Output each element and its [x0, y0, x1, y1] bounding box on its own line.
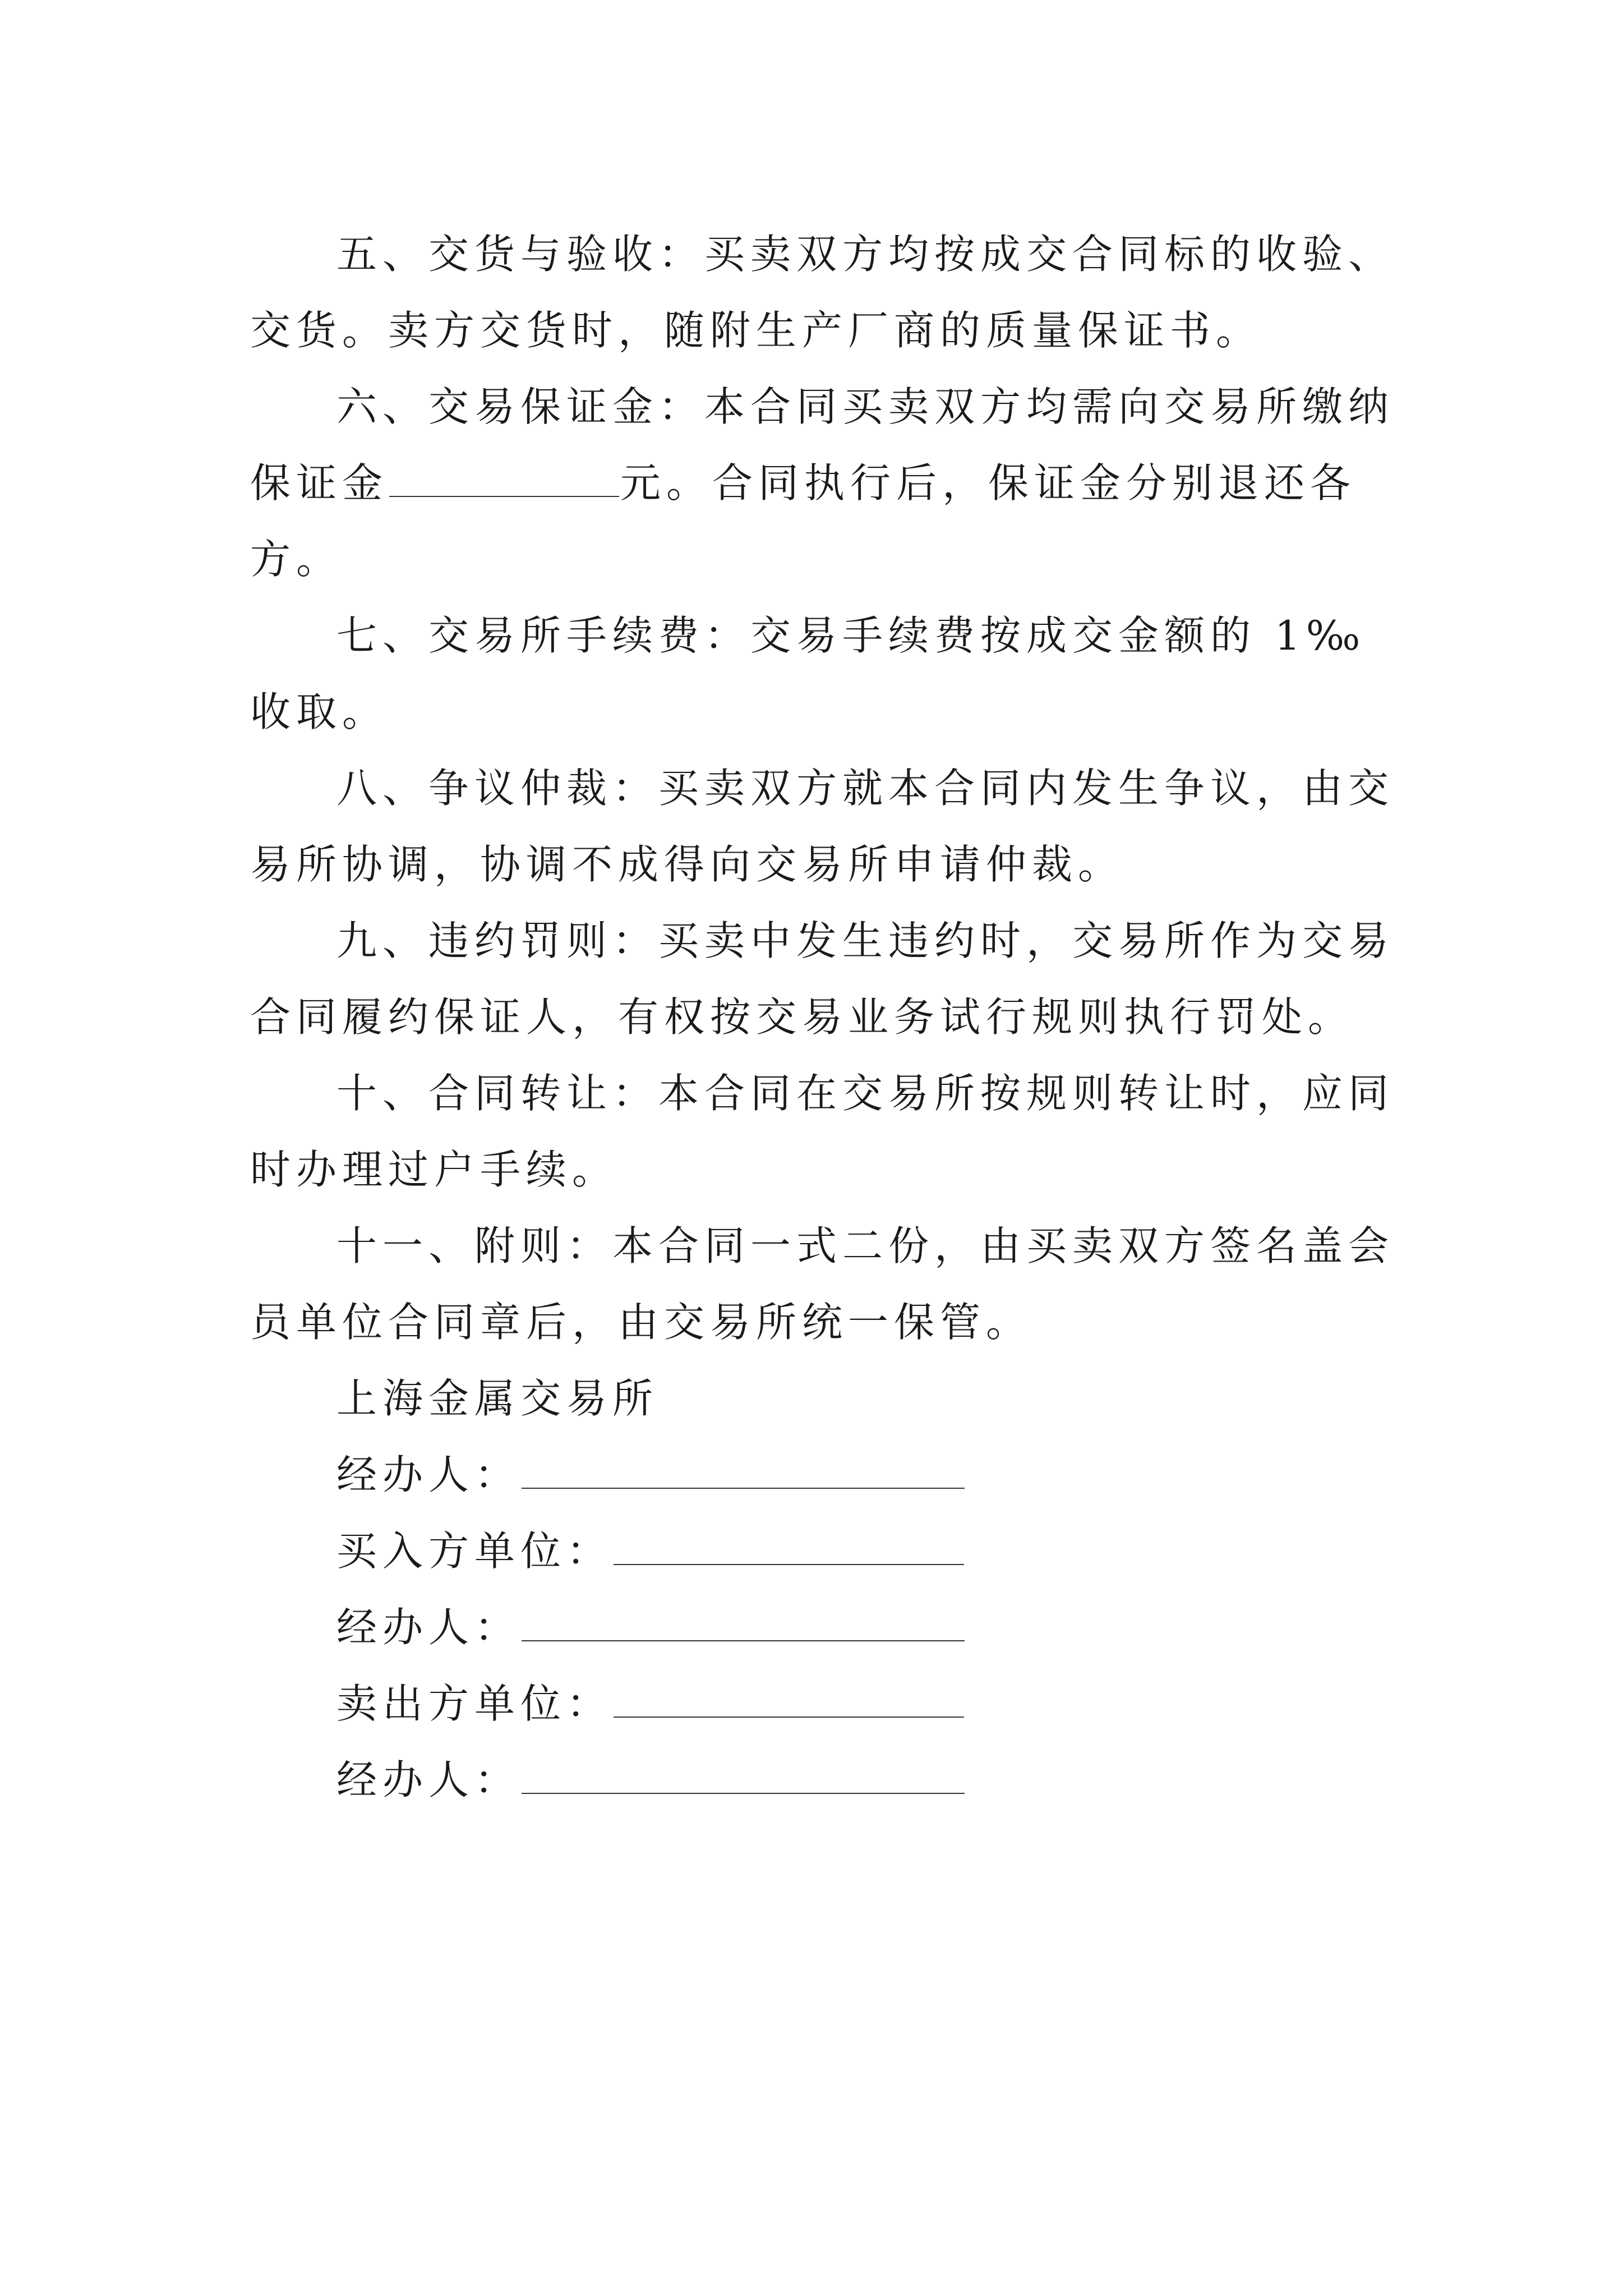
buyer-agent-line [250, 1589, 1394, 1665]
seller-unit-line [250, 1665, 1394, 1742]
exchange-agent-line [250, 1437, 1394, 1513]
buyer-agent-label: 经办人： [336, 1604, 521, 1651]
buyer-agent-blank[interactable] [522, 1618, 965, 1641]
clause-contract-transfer: 十、合同转让：本合同在交易所按规则转让时，应同时办理过户手续。 [250, 1070, 1395, 1193]
deposit-amount-blank[interactable] [389, 463, 619, 497]
exchange-name: 上海金属交易所 [336, 1375, 659, 1422]
exchange-agent-label: 经办人： [336, 1451, 521, 1498]
clause-delivery-acceptance: 五、交货与验收：买卖双方均按成交合同标的收验、交货。卖方交货时，随附生产厂商的质量保证书。 [250, 231, 1395, 354]
clause-trading-deposit [250, 369, 1394, 597]
clause-deposit-text-after: 元。合同执行后，保证金分别退还各方。 [250, 459, 1357, 583]
seller-agent-line [250, 1742, 1394, 1818]
clause-breach-penalty: 九、违约罚则：买卖中发生违约时，交易所作为交易合同履约保证人，有权按交易业务试行规则执行罚处。 [250, 917, 1395, 1041]
buyer-unit-line [250, 1513, 1394, 1589]
seller-unit-blank[interactable] [614, 1694, 964, 1718]
clause-exchange-fee: 七、交易所手续费：交易手续费按成交金额的 1‰收取。 [250, 612, 1366, 735]
exchange-agent-blank[interactable] [522, 1465, 965, 1489]
contract-body [250, 216, 1394, 1818]
seller-agent-blank[interactable] [522, 1770, 965, 1794]
seller-unit-label: 卖出方单位： [336, 1680, 613, 1727]
clause-deposit-text-before: 六、交易保证金：本合同买卖双方均需向交易所缴纳保证金 [250, 383, 1395, 507]
clause-dispute-arbitration: 八、争议仲裁：买卖双方就本合同内发生争议，由交易所协调，协调不成得向交易所申请仲裁。 [250, 765, 1395, 888]
buyer-unit-label: 买入方单位： [336, 1527, 613, 1575]
clause-supplementary: 十一、附则：本合同一式二份，由买卖双方签名盖会员单位合同章后，由交易所统一保管。 [250, 1222, 1395, 1346]
buyer-unit-blank[interactable] [614, 1542, 964, 1565]
seller-agent-label: 经办人： [336, 1756, 521, 1803]
